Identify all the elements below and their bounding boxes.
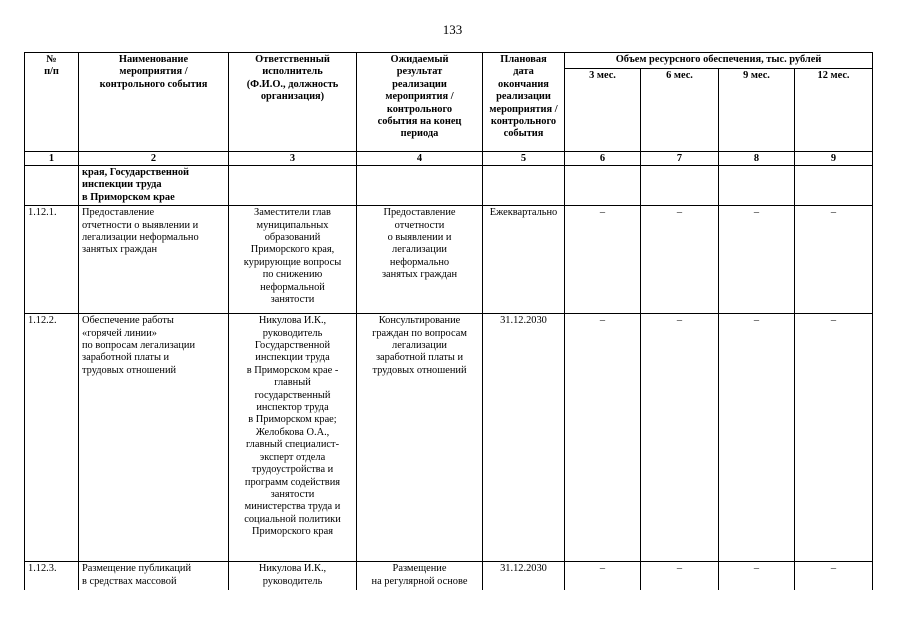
row-responsible-line: Заместители глав	[254, 207, 331, 219]
column-number: 4	[357, 152, 483, 166]
continuation-name	[79, 166, 229, 206]
row-responsible-line: образований	[264, 232, 321, 244]
table-row	[25, 206, 873, 314]
row-date: Ежеквартально	[483, 206, 565, 314]
column-number: 7	[641, 152, 719, 166]
column-number: 6	[565, 152, 641, 166]
header-period-9: 9 мес.	[719, 68, 795, 151]
row-responsible-line: главный	[274, 377, 311, 389]
row-funding-3: –	[565, 314, 641, 562]
row-funding-6: –	[641, 314, 719, 562]
row-result-line: Размещение	[392, 563, 447, 575]
row-responsible-line: главный специалист-	[245, 439, 340, 451]
row-result-line: легализации	[392, 244, 447, 256]
header-result-line: результат	[396, 66, 443, 78]
row-funding-6: –	[641, 562, 719, 590]
table-row-continuation	[25, 166, 873, 206]
row-number: 1.12.2.	[25, 314, 79, 562]
column-number: 2	[79, 152, 229, 166]
empty-cell	[25, 166, 79, 206]
row-name-line: «горячей линии»	[82, 327, 157, 339]
row-result-line: Предоставление	[383, 207, 456, 219]
row-funding-6: –	[641, 206, 719, 314]
header-period-12: 12 мес.	[795, 68, 873, 151]
row-name-line: трудовых отношений	[82, 364, 177, 376]
row-responsible-line: Государственной	[254, 340, 331, 352]
header-date-line: контрольного	[490, 116, 557, 128]
header-responsible-line: организация)	[260, 91, 325, 103]
row-responsible-line: по снижению	[262, 269, 323, 281]
header-num	[25, 53, 79, 152]
header-name-line: мероприятия /	[119, 66, 188, 78]
row-result-line: Консультирование	[378, 315, 461, 327]
row-responsible-line: эксперт отдела	[259, 451, 326, 463]
row-name-line: заработной платы и	[82, 352, 170, 364]
row-responsible-line: Желобкова О.А.,	[255, 426, 330, 438]
empty-cell	[641, 166, 719, 206]
row-responsible-line: социальной политики	[244, 513, 341, 525]
header-name	[79, 53, 229, 152]
row-funding-12: –	[795, 562, 873, 590]
row-responsible-line: инспекции труда	[255, 352, 330, 364]
row-responsible	[229, 314, 357, 562]
row-name-line: Предоставление	[82, 207, 155, 219]
row-result-line: трудовых отношений	[372, 364, 467, 376]
header-result	[357, 53, 483, 152]
row-responsible-line: муниципальных	[256, 219, 329, 231]
row-result-line: занятых граждан	[381, 269, 458, 281]
column-number: 1	[25, 152, 79, 166]
row-responsible-line: занятости	[270, 294, 315, 306]
row-result-line: о выявлении и	[387, 232, 452, 244]
row-responsible-line: в Приморском крае;	[248, 414, 337, 426]
row-funding-3: –	[565, 562, 641, 590]
row-name-line: отчетности о выявлении и	[82, 219, 199, 231]
row-responsible-line: Никулова И.К.,	[258, 315, 327, 327]
row-result-line: граждан по вопросам	[372, 327, 467, 339]
row-responsible-line: руководитель	[262, 575, 323, 587]
row-result	[357, 562, 483, 590]
header-date-line: мероприятия /	[489, 103, 558, 115]
header-name-line: контрольного события	[99, 78, 208, 90]
header-result-line: мероприятия /	[385, 91, 454, 103]
row-result-line: отчетности	[394, 219, 445, 231]
continuation-name-line: в Приморском крае	[82, 191, 175, 203]
row-result	[357, 314, 483, 562]
header-date-line: Плановая	[500, 54, 547, 65]
continuation-name-line: края, Государственной	[82, 167, 190, 178]
header-num-line: №	[46, 54, 57, 65]
empty-cell	[795, 166, 873, 206]
header-result-line: Ожидаемый	[390, 54, 449, 65]
row-name-line: в средствах массовой	[82, 575, 177, 587]
header-period-3: 3 мес.	[565, 68, 641, 151]
row-result-line: легализации	[392, 340, 447, 352]
row-name-line: по вопросам легализации	[82, 340, 196, 352]
activity-table	[24, 52, 873, 590]
row-funding-9: –	[719, 314, 795, 562]
column-number: 8	[719, 152, 795, 166]
row-responsible-line: в Приморском крае -	[246, 364, 339, 376]
header-funding: Объем ресурсного обеспечения, тыс. рублей	[565, 53, 873, 69]
column-number: 5	[483, 152, 565, 166]
row-responsible	[229, 206, 357, 314]
row-date: 31.12.2030	[483, 314, 565, 562]
table-row	[25, 562, 873, 590]
row-result-line: на регулярной основе	[371, 575, 468, 587]
row-responsible-line: курирующие вопросы	[243, 256, 342, 268]
row-funding-9: –	[719, 206, 795, 314]
page-number: 133	[442, 22, 463, 37]
header-date-line: окончания	[498, 78, 549, 90]
row-responsible	[229, 562, 357, 590]
row-name	[79, 206, 229, 314]
header-date	[483, 53, 565, 152]
table-row	[25, 314, 873, 562]
row-name-line: Обеспечение работы	[82, 315, 174, 327]
row-name	[79, 562, 229, 590]
row-responsible-line: программ содействия	[244, 476, 341, 488]
header-responsible-line: (Ф.И.О., должность	[246, 78, 339, 90]
row-result-line: неформально	[389, 256, 450, 268]
row-responsible-line: Приморского края	[252, 526, 333, 538]
empty-cell	[565, 166, 641, 206]
header-date-line: реализации	[496, 91, 551, 103]
row-name	[79, 314, 229, 562]
empty-cell	[719, 166, 795, 206]
row-responsible-line: министерства труда и	[244, 501, 341, 513]
row-number: 1.12.1.	[25, 206, 79, 314]
row-name-line: легализации неформально	[82, 232, 199, 244]
row-responsible-line: инспектор труда	[256, 402, 329, 414]
header-period-6: 6 мес.	[641, 68, 719, 151]
row-responsible-line: Никулова И.К.,	[258, 563, 327, 575]
header-result-line: контрольного	[386, 103, 453, 115]
row-name-line: занятых граждан	[82, 244, 158, 256]
empty-cell	[229, 166, 357, 206]
row-date: 31.12.2030	[483, 562, 565, 590]
row-number: 1.12.3.	[25, 562, 79, 590]
header-result-line: события на конец	[377, 116, 462, 128]
header-responsible-line: Ответственный	[255, 54, 330, 65]
empty-cell	[357, 166, 483, 206]
column-number: 9	[795, 152, 873, 166]
row-responsible-line: неформальной	[260, 281, 325, 293]
header-responsible	[229, 53, 357, 152]
row-result	[357, 206, 483, 314]
row-responsible-line: занятости	[270, 488, 315, 500]
empty-cell	[483, 166, 565, 206]
row-funding-3: –	[565, 206, 641, 314]
row-responsible-line: государственный	[254, 389, 331, 401]
row-funding-12: –	[795, 314, 873, 562]
row-result-line: заработной платы и	[375, 352, 464, 364]
header-num-line: п/п	[44, 66, 59, 78]
row-responsible-line: Приморского края,	[250, 244, 335, 256]
row-name-line: Размещение публикаций	[82, 563, 192, 575]
header-name-line: Наименование	[118, 54, 189, 65]
column-number-row	[25, 152, 873, 166]
row-funding-12: –	[795, 206, 873, 314]
header-result-line: периода	[400, 128, 439, 140]
continuation-name-line: инспекции труда	[82, 179, 162, 191]
header-date-line: события	[503, 128, 544, 140]
row-responsible-line: руководитель	[262, 327, 323, 339]
header-result-line: реализации	[392, 78, 447, 90]
row-responsible-line: трудоустройства и	[251, 464, 334, 476]
header-responsible-line: исполнитель	[262, 66, 323, 78]
row-funding-9: –	[719, 562, 795, 590]
column-number: 3	[229, 152, 357, 166]
header-date-line: дата	[513, 66, 534, 78]
